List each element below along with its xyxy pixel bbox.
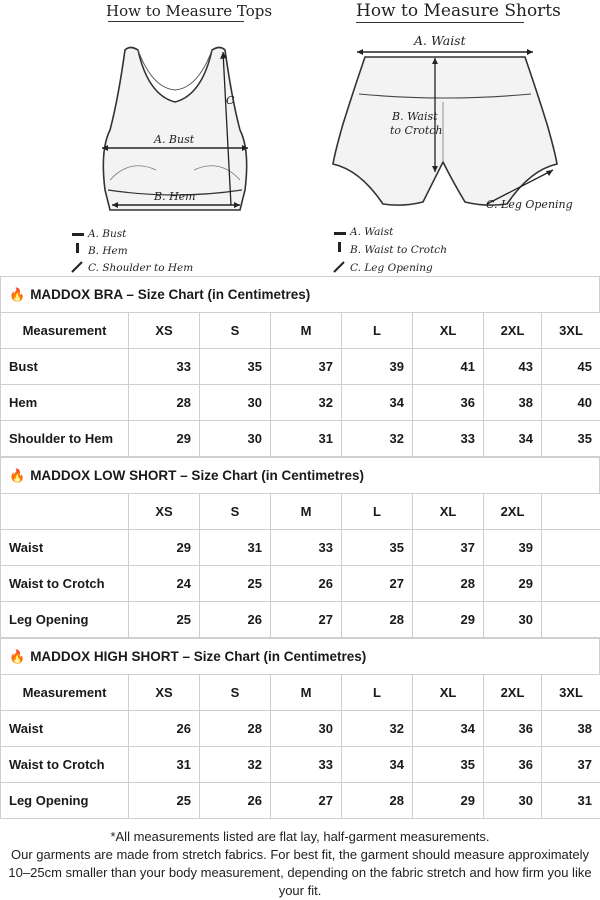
fire-icon: 🔥 <box>9 648 26 664</box>
section-title-text: MADDOX BRA – Size Chart (in Centimetres) <box>30 287 311 302</box>
table-cell: 31 <box>542 783 600 819</box>
legend-line-icon <box>72 233 84 236</box>
header-cell: S <box>200 494 271 530</box>
table-cell: 36 <box>413 385 484 421</box>
header-cell: L <box>342 313 413 349</box>
label-c: C <box>226 94 235 107</box>
measurement-illustrations <box>0 0 600 276</box>
header-cell: M <box>271 675 342 711</box>
row-label: Waist to Crotch <box>1 747 129 783</box>
table-cell <box>542 530 600 566</box>
table-cell: 30 <box>200 385 271 421</box>
row-label: Bust <box>1 349 129 385</box>
header-cell: M <box>271 494 342 530</box>
table-cell: 34 <box>342 747 413 783</box>
row-label: Hem <box>1 385 129 421</box>
table-cell: 32 <box>271 385 342 421</box>
row-label: Waist <box>1 711 129 747</box>
table-cell: 31 <box>200 530 271 566</box>
size-table-high-short <box>0 674 600 819</box>
label-bust: A. Bust <box>154 133 195 146</box>
size-table-low-short <box>0 493 600 638</box>
tops-legend-3: C. Shoulder to Hem <box>88 262 194 274</box>
table-cell: 32 <box>342 711 413 747</box>
fire-icon: 🔥 <box>9 467 26 483</box>
table-cell: 31 <box>129 747 200 783</box>
table-cell: 32 <box>342 421 413 457</box>
fire-icon: 🔥 <box>9 286 26 302</box>
legend-bar-icon <box>338 242 341 252</box>
header-cell: 2XL <box>484 675 542 711</box>
table-cell: 41 <box>413 349 484 385</box>
table-cell: 33 <box>271 530 342 566</box>
legend-bar-icon <box>76 243 79 253</box>
table-cell: 38 <box>542 711 600 747</box>
table-cell <box>542 602 600 638</box>
table-cell: 28 <box>200 711 271 747</box>
shorts-legend-1: A. Waist <box>350 226 394 238</box>
row-label: Leg Opening <box>1 602 129 638</box>
label-waist: A. Waist <box>414 33 466 48</box>
label-hem: B. Hem <box>154 190 196 203</box>
table-cell: 43 <box>484 349 542 385</box>
table-row <box>1 711 600 747</box>
table-cell: 29 <box>413 602 484 638</box>
table-row <box>1 421 600 457</box>
header-cell: S <box>200 313 271 349</box>
section-title <box>0 276 600 312</box>
table-cell: 40 <box>542 385 600 421</box>
tops-legend-2: B. Hem <box>88 245 128 257</box>
row-label: Leg Opening <box>1 783 129 819</box>
header-cell: S <box>200 675 271 711</box>
header-cell: XS <box>129 675 200 711</box>
table-cell: 39 <box>342 349 413 385</box>
footnote <box>0 828 600 900</box>
table-cell: 28 <box>413 566 484 602</box>
table-row <box>1 566 600 602</box>
table-header-row <box>1 494 600 530</box>
header-cell: 3XL <box>542 313 600 349</box>
table-cell: 32 <box>200 747 271 783</box>
size-table-bra <box>0 312 600 457</box>
shorts-title-underline <box>356 22 524 23</box>
table-row <box>1 747 600 783</box>
footnote-line-2: Our garments are made from stretch fabrics. For best fit, the garment should measure approximately 10–25cm smaller than your body measurement, depending on the fabric stretch and how firm you like your fit. <box>8 847 592 898</box>
row-label: Waist <box>1 530 129 566</box>
table-cell: 29 <box>129 530 200 566</box>
header-cell: XL <box>413 313 484 349</box>
table-cell: 34 <box>342 385 413 421</box>
shorts-legend-2: B. Waist to Crotch <box>350 244 447 256</box>
table-cell: 34 <box>484 421 542 457</box>
table-row <box>1 783 600 819</box>
table-cell: 35 <box>200 349 271 385</box>
tops-legend-1: A. Bust <box>88 228 127 240</box>
table-cell: 30 <box>484 783 542 819</box>
table-row <box>1 349 600 385</box>
legend-slash-icon <box>70 261 84 273</box>
shorts-title: How to Measure Shorts <box>356 1 561 21</box>
table-row <box>1 602 600 638</box>
table-cell: 29 <box>413 783 484 819</box>
header-cell: Measurement <box>1 675 129 711</box>
table-cell: 37 <box>542 747 600 783</box>
table-cell: 27 <box>271 783 342 819</box>
table-cell: 35 <box>542 421 600 457</box>
tops-title-underline <box>108 21 244 22</box>
table-cell: 35 <box>413 747 484 783</box>
table-cell: 26 <box>271 566 342 602</box>
header-cell: XL <box>413 494 484 530</box>
label-waist-crotch-1: B. Waist <box>392 110 438 123</box>
table-cell: 36 <box>484 747 542 783</box>
shorts-diagram <box>325 32 565 217</box>
size-charts <box>0 276 600 819</box>
table-cell: 26 <box>200 602 271 638</box>
legend-line-icon <box>334 232 346 235</box>
table-cell: 24 <box>129 566 200 602</box>
table-cell: 33 <box>413 421 484 457</box>
header-cell: L <box>342 494 413 530</box>
table-cell: 30 <box>484 602 542 638</box>
table-cell: 25 <box>129 783 200 819</box>
header-cell: 2XL <box>484 313 542 349</box>
table-cell: 25 <box>200 566 271 602</box>
table-cell: 45 <box>542 349 600 385</box>
header-cell: M <box>271 313 342 349</box>
table-cell: 28 <box>129 385 200 421</box>
section-title-text: MADDOX HIGH SHORT – Size Chart (in Centimetres) <box>30 649 367 664</box>
header-cell: L <box>342 675 413 711</box>
header-cell: XS <box>129 494 200 530</box>
table-cell: 30 <box>200 421 271 457</box>
table-row <box>1 530 600 566</box>
section-title <box>0 457 600 493</box>
header-cell <box>1 494 129 530</box>
table-cell: 33 <box>271 747 342 783</box>
table-cell: 25 <box>129 602 200 638</box>
table-cell: 26 <box>129 711 200 747</box>
shorts-legend-3: C. Leg Opening <box>350 262 433 274</box>
table-cell: 38 <box>484 385 542 421</box>
table-cell: 34 <box>413 711 484 747</box>
table-cell <box>542 566 600 602</box>
header-cell: XL <box>413 675 484 711</box>
row-label: Waist to Crotch <box>1 566 129 602</box>
section-title-text: MADDOX LOW SHORT – Size Chart (in Centimetres) <box>30 468 364 483</box>
table-cell: 37 <box>413 530 484 566</box>
table-cell: 29 <box>129 421 200 457</box>
section-title <box>0 638 600 674</box>
table-cell: 31 <box>271 421 342 457</box>
row-label: Shoulder to Hem <box>1 421 129 457</box>
label-waist-crotch-2: to Crotch <box>390 124 443 137</box>
footnote-line-1: *All measurements listed are flat lay, half-garment measurements. <box>110 829 490 844</box>
table-cell: 39 <box>484 530 542 566</box>
table-cell: 36 <box>484 711 542 747</box>
header-cell <box>542 494 600 530</box>
table-cell: 29 <box>484 566 542 602</box>
table-cell: 35 <box>342 530 413 566</box>
table-row <box>1 385 600 421</box>
header-cell: 3XL <box>542 675 600 711</box>
table-cell: 26 <box>200 783 271 819</box>
table-header-row <box>1 675 600 711</box>
tops-title: How to Measure Tops <box>106 2 273 20</box>
table-cell: 37 <box>271 349 342 385</box>
table-header-row <box>1 313 600 349</box>
table-cell: 28 <box>342 602 413 638</box>
table-cell: 33 <box>129 349 200 385</box>
table-cell: 30 <box>271 711 342 747</box>
table-cell: 28 <box>342 783 413 819</box>
header-cell: XS <box>129 313 200 349</box>
table-cell: 27 <box>271 602 342 638</box>
header-cell: 2XL <box>484 494 542 530</box>
label-leg-opening: C. Leg Opening <box>486 198 573 211</box>
table-cell: 27 <box>342 566 413 602</box>
header-cell: Measurement <box>1 313 129 349</box>
legend-slash-icon <box>332 261 346 273</box>
